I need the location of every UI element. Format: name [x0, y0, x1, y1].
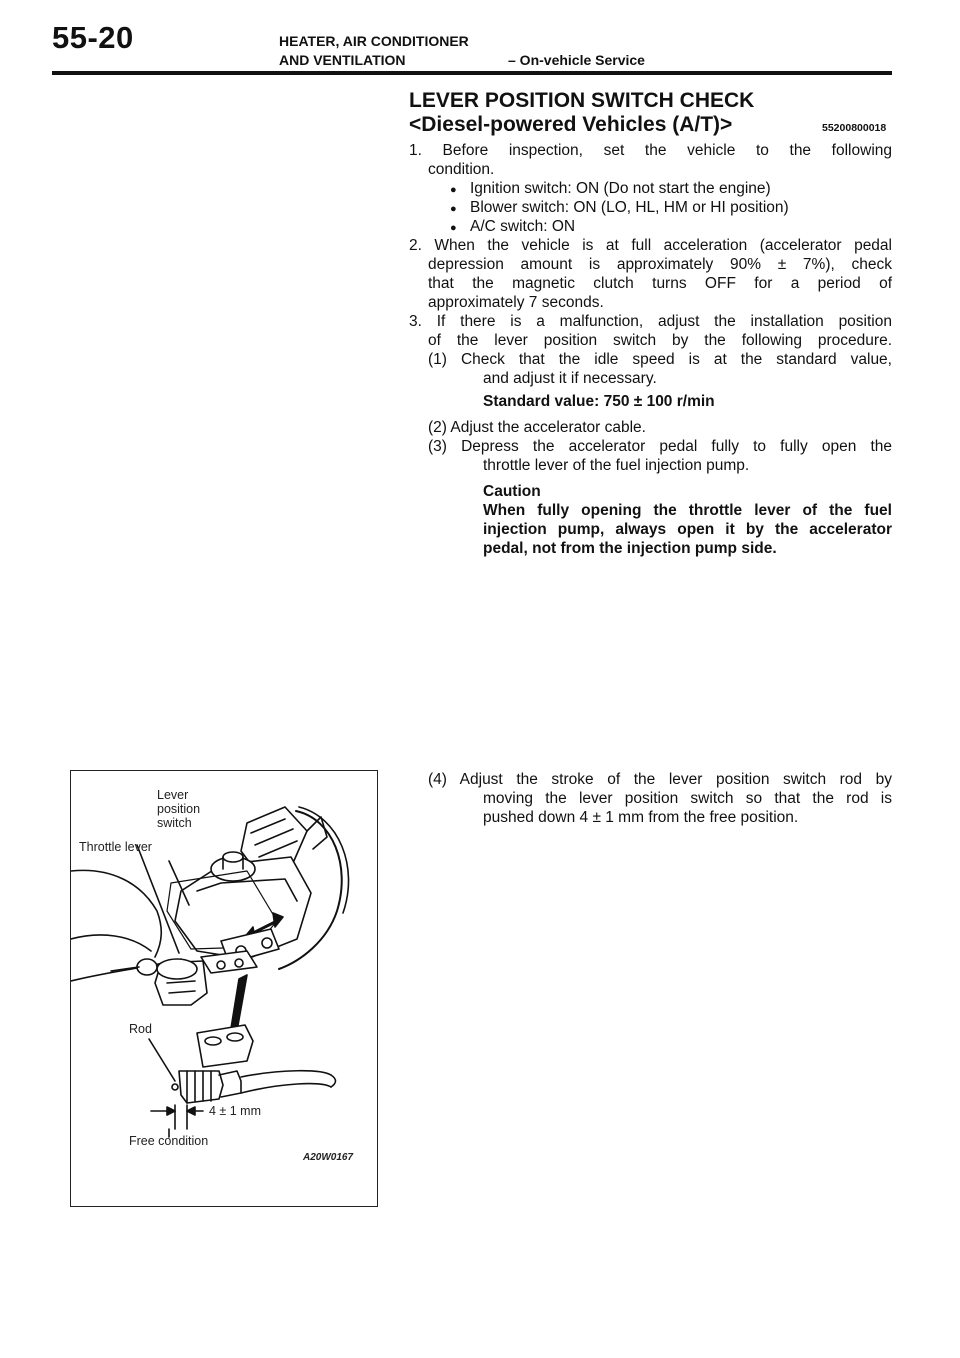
step-1-line-1: 1. Before inspection, set the vehicle to the following — [409, 142, 892, 159]
caution-line-2: injection pump, always open it by the accelerator — [483, 521, 892, 538]
step-1-line-2: condition. — [428, 161, 495, 178]
chapter-subtitle: AND VENTILATION — [279, 52, 406, 68]
caution-title: Caution — [483, 483, 541, 500]
standard-value: Standard value: 750 ± 100 r/min — [483, 393, 715, 410]
label-dimension: 4 ± 1 mm — [209, 1104, 262, 1118]
figure-code: A20W0167 — [303, 1152, 354, 1163]
label-throttle-lever: Throttle lever — [79, 840, 152, 854]
chapter-title: HEATER, AIR CONDITIONER — [279, 33, 469, 49]
label-lever-position-switch-2: position — [157, 802, 201, 816]
step-2-line-1: 2. When the vehicle is at full acceleration (accelerator pedal — [409, 237, 892, 254]
step-3-line-2: of the lever position switch by the following procedure. — [428, 332, 892, 349]
header-rule — [52, 71, 892, 75]
label-lever-position-switch-1: Lever — [157, 788, 189, 802]
substep-2: (2) Adjust the accelerator cable. — [428, 419, 646, 436]
substep-4-line-2: moving the lever position switch so that the rod is — [483, 790, 892, 807]
substep-1-line-2: and adjust it if necessary. — [483, 370, 657, 387]
substep-4-line-1: (4) Adjust the stroke of the lever position switch rod by — [428, 771, 892, 788]
substep-3-line-2: throttle lever of the fuel injection pump. — [483, 457, 750, 474]
caution-line-1: When fully opening the throttle lever of the fuel — [483, 502, 892, 519]
substep-4-line-3: pushed down 4 ± 1 mm from the free position. — [483, 809, 799, 826]
page-number: 55-20 — [52, 20, 134, 55]
step-2-line-4: approximately 7 seconds. — [428, 294, 604, 311]
substep-3-line-1: (3) Depress the accelerator pedal fully to fully open the — [428, 438, 892, 455]
section-heading: LEVER POSITION SWITCH CHECK — [409, 89, 755, 112]
bullet-ac: A/C switch: ON — [470, 218, 576, 235]
bullet-icon: ● — [450, 222, 457, 234]
caution-line-3: pedal, not from the injection pump side. — [483, 540, 777, 557]
substep-1-line-1: (1) Check that the idle speed is at the standard value, — [428, 351, 892, 368]
label-free-condition: Free condition — [129, 1134, 209, 1148]
step-2-line-3: that the magnetic clutch turns OFF for a period of — [428, 275, 892, 292]
bullet-icon: ● — [450, 184, 457, 196]
label-lever-position-switch-3: switch — [157, 816, 192, 830]
step-2-line-2: depression amount is approximately 90% ± 7%), check — [428, 256, 892, 273]
document-code: 55200800018 — [822, 122, 887, 134]
bullet-blower: Blower switch: ON (LO, HL, HM or HI position) — [470, 199, 789, 216]
step-3-line-1: 3. If there is a malfunction, adjust the installation position — [409, 313, 892, 330]
bullet-ignition: Ignition switch: ON (Do not start the engine) — [470, 180, 771, 197]
figure-drawing — [71, 771, 377, 1206]
bullet-icon: ● — [450, 203, 457, 215]
section-name: – On-vehicle Service — [508, 52, 645, 68]
lever-position-switch-figure — [70, 770, 378, 1207]
section-subheading: <Diesel-powered Vehicles (A/T)> — [409, 113, 733, 136]
label-rod: Rod — [129, 1022, 152, 1036]
